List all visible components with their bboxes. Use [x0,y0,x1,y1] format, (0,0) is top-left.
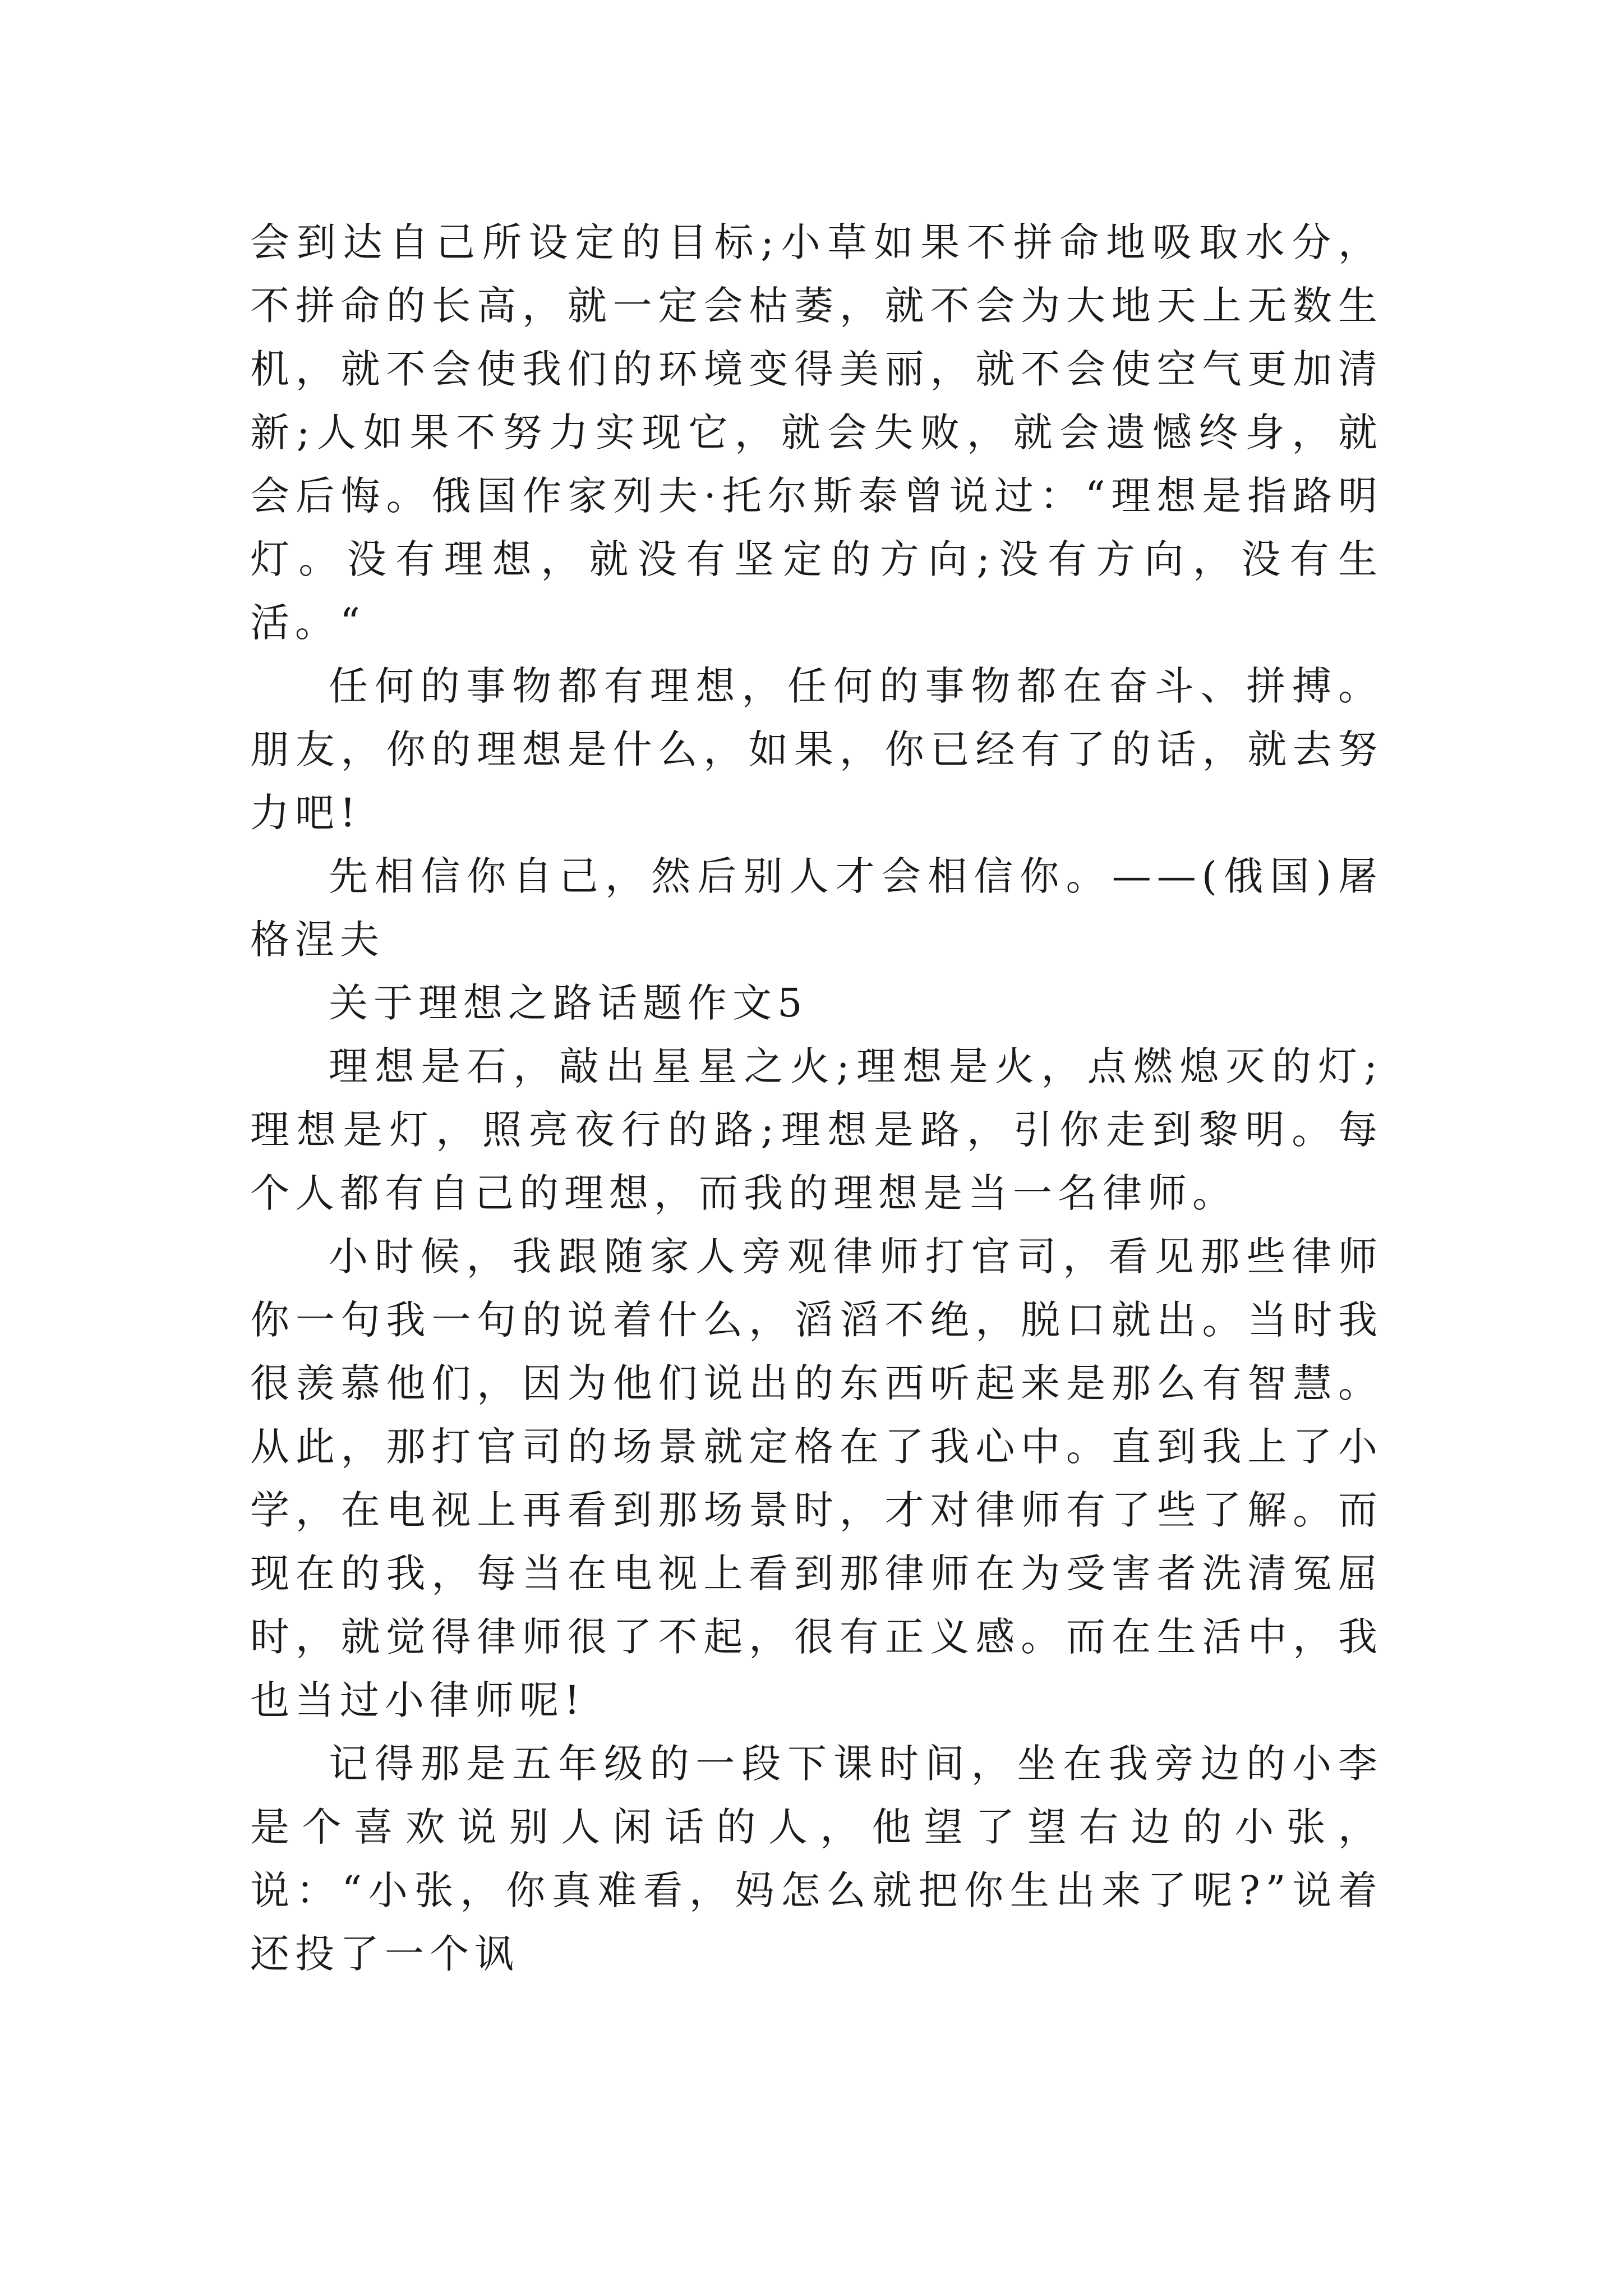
paragraph: 小时候，我跟随家人旁观律师打官司，看见那些律师你一句我一句的说着什么，滔滔不绝，脱口就出。当时我很羡慕他们，因为他们说出的东西听起来是那么有智慧。从此，那打官司的场景就定格在了我心中。直到我上了小学，在电视上再看到那场景时，才对律师有了些了解。而现在的我，每当在电视上看到那律师在为受害者洗清冤屈时，就觉得律师很了不起，很有正义感。而在生活中，我也当过小律师呢! [250,1234,1383,1723]
paragraph: 会到达自己所设定的目标;小草如果不拼命地吸取水分，不拼命的长高，就一定会枯萎，就不会为大地天上无数生机，就不会使我们的环境变得美丽，就不会使空气更加清新;人如果不努力实现它，就会失败，就会遗憾终身，就会后悔。俄国作家列夫·托尔斯泰曾说过：“理想是指路明灯。没有理想，就没有坚定的方向;没有方向，没有生活。“ [250,219,1383,646]
section-heading: 关于理想之路话题作文5 [329,980,808,1026]
paragraph: 理想是石，敲出星星之火;理想是火，点燃熄灭的灯;理想是灯，照亮夜行的路;理想是路，引你走到黎明。每个人都有自己的理想，而我的理想是当一名律师。 [250,1043,1383,1216]
document-body [250,211,1383,1986]
paragraph: 先相信你自己，然后别人才会相信你。——(俄国)屠格涅夫 [250,853,1383,963]
paragraph: 记得那是五年级的一段下课时间，坐在我旁边的小李是个喜欢说别人闲话的人，他望了望右边的小张，说：“小张，你真难看，妈怎么就把你生出来了呢?”说着还投了一个讽 [250,1741,1383,1977]
paragraph: 任何的事物都有理想，任何的事物都在奋斗、拼搏。朋友，你的理想是什么，如果，你已经有了的话，就去努力吧! [250,663,1383,836]
